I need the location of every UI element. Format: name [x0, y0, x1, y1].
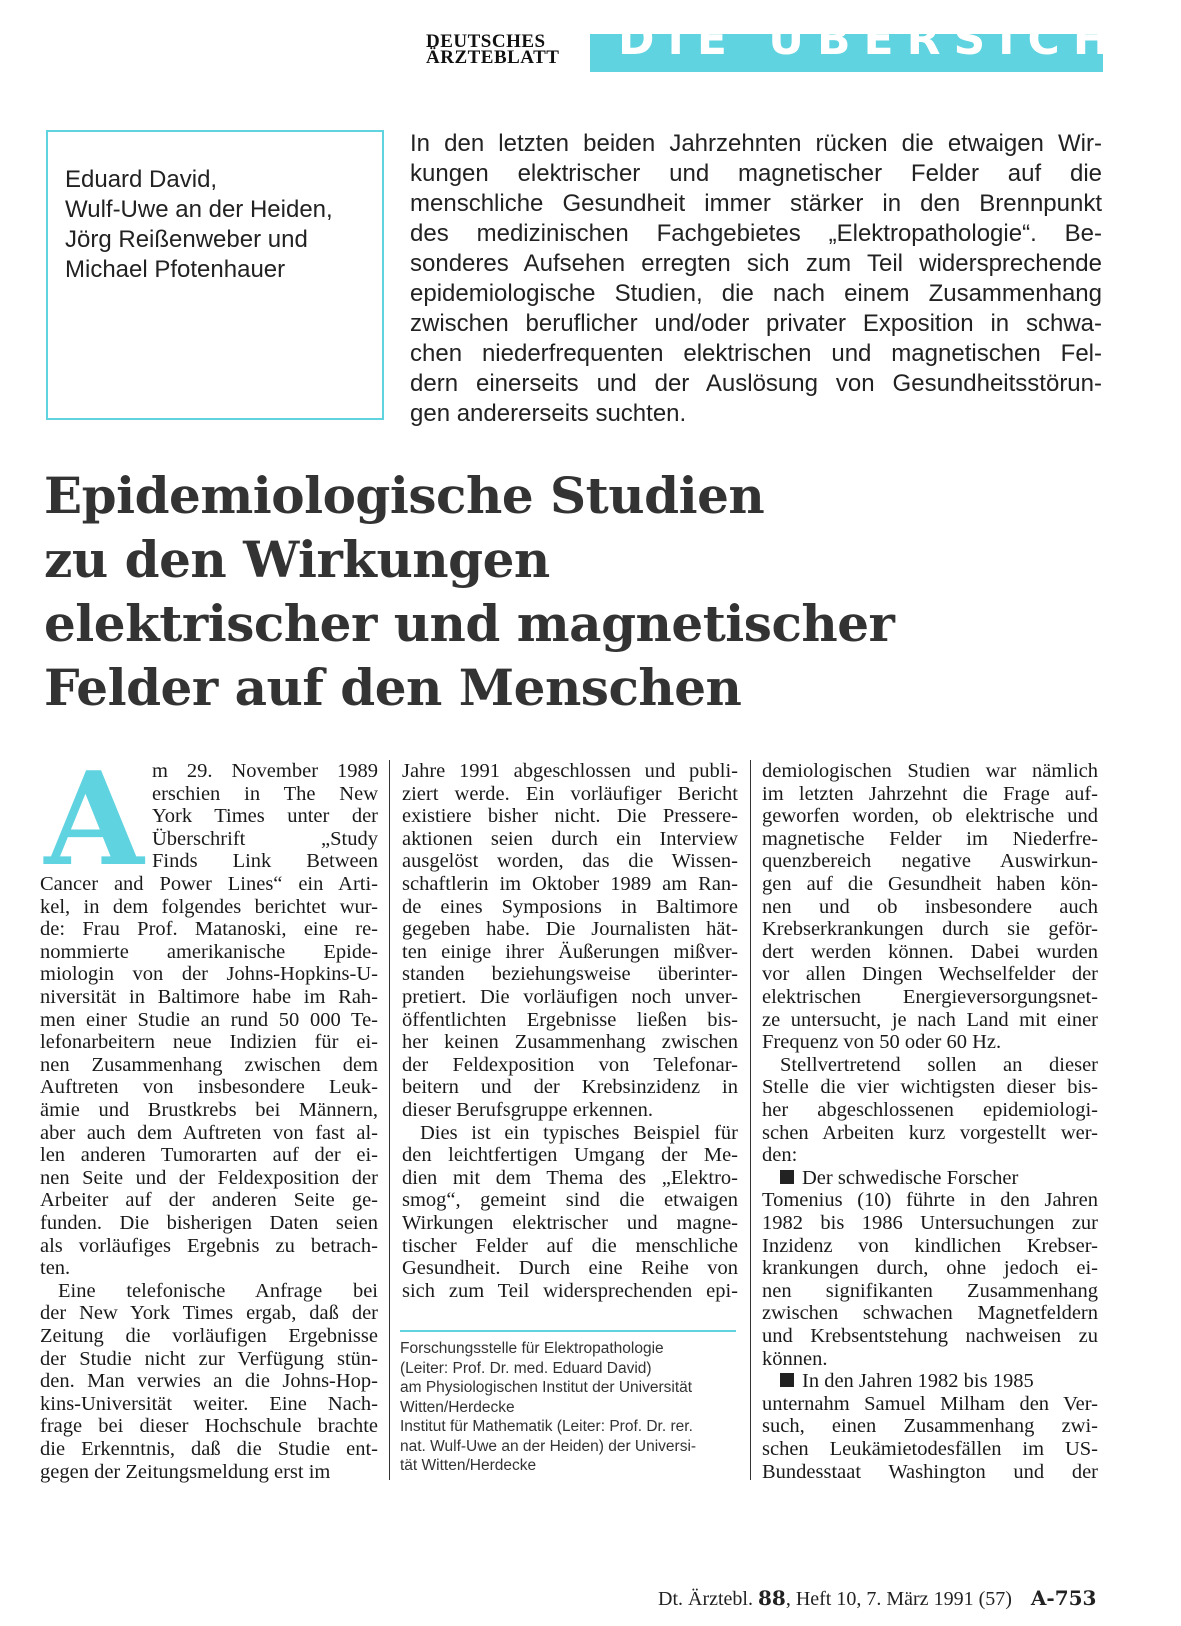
- text-line: Cancer and Power Lines“ ein Arti-: [40, 873, 378, 895]
- text-line: elektrischen Energieversorgungsnet-: [762, 986, 1098, 1008]
- authors-box: [46, 130, 384, 420]
- text-line: Tomenius (10) führte in den Jahren: [762, 1189, 1098, 1212]
- text-line: tischer Felder auf die menschliche: [402, 1234, 738, 1257]
- text-line: Stelle die vier wichtigsten dieser bis-: [762, 1076, 1098, 1099]
- text-line: nen und ob insbesondere auch: [762, 895, 1098, 918]
- text-line: schen Arbeiten kurz vorgestellt wer-: [762, 1121, 1098, 1144]
- affiliation-line: Witten/Herdecke: [400, 1398, 515, 1416]
- text-line: der Feldexposition von Telefonar-: [402, 1053, 738, 1076]
- text-line: Eine telefonische Anfrage bei: [58, 1279, 378, 1302]
- logo-line-2: ÄRZTEBLATT: [426, 47, 560, 68]
- column-rule: [389, 760, 390, 1480]
- author-3: Jörg Reißenweber und: [65, 226, 308, 253]
- affiliation-line: Forschungsstelle für Elektropathologie: [400, 1340, 664, 1357]
- section-banner: [590, 14, 1166, 72]
- text-line: frage bei dieser Hochschule brachte: [40, 1415, 378, 1438]
- text-line: ten einige ihrer Äußerungen mißver-: [402, 940, 738, 963]
- text-line: ausgelöst worden, das die Wissen-: [402, 850, 738, 873]
- lead-line: kungen elektrischer und magnetischer Felder auf die: [410, 160, 1102, 187]
- text-line: m 29. November 1989: [152, 760, 378, 782]
- text-line: nen Seite und der Feldexposition der: [40, 1166, 378, 1189]
- text-line: und Krebsentstehung nachweisen zu: [762, 1325, 1098, 1347]
- footer-issue: , Heft 10, 7. März 1991 (57): [785, 1588, 1012, 1610]
- text-line: nen signifikanten Zusammenhang: [762, 1279, 1098, 1302]
- text-line: miologin von der Johns-Hopkins-U-: [40, 963, 378, 986]
- text-line: Überschrift „Study: [152, 827, 378, 850]
- lead-line: des medizinischen Fachgebietes „Elektropathologie“. Be-: [410, 220, 1102, 247]
- text-line: Finds Link Between: [152, 850, 378, 873]
- text-line: Stellvertretend sollen an dieser: [780, 1053, 1098, 1076]
- affiliation-line: nat. Wulf-Uwe an der Heiden) der Universi-: [400, 1437, 697, 1455]
- lead-line: epidemiologische Studien, die nach einem Zusammenhang: [410, 280, 1102, 307]
- text-line: ze untersucht, je nach Land mit einer: [762, 1008, 1098, 1031]
- text-line: such, einen Zusammenhang zwi-: [762, 1415, 1098, 1438]
- text-line: Zeitung die vorläufigen Ergebnisse: [40, 1325, 378, 1347]
- footer-volume: 88: [757, 1586, 786, 1610]
- text-line: [780, 1370, 1098, 1394]
- affiliation-line: (Leiter: Prof. Dr. med. Eduard David): [400, 1359, 652, 1377]
- text-line: der Studie nicht zur Verfügung stün-: [40, 1347, 378, 1370]
- text-line: de: Frau Prof. Matanoski, eine re-: [40, 918, 378, 941]
- text-line: ämie und Brustkrebs bei Männern,: [40, 1099, 378, 1121]
- text-line: ziert werde. Ein vorläufiger Bericht: [402, 782, 738, 805]
- text-line: als vorläufiges Ergebnis zu betrach-: [40, 1234, 378, 1257]
- page-footer: [658, 1586, 1096, 1611]
- text-line: dert werden können. Dabei wurden: [762, 940, 1098, 963]
- headline-line-1: Epidemiologische Studien: [44, 466, 765, 525]
- bullet-square-icon: [780, 1373, 794, 1387]
- text-line: sich zum Teil widersprechenden epi-: [402, 1279, 738, 1302]
- text-line: den leichtfertigen Umgang der Me-: [402, 1144, 738, 1167]
- lead-line: gen andererseits suchten.: [410, 400, 687, 427]
- text-line: gen auf die Gesundheit haben kön-: [762, 873, 1098, 895]
- text-line: 1982 bis 1986 Untersuchungen zur: [762, 1212, 1098, 1234]
- journal-logo: [426, 31, 604, 68]
- bullet-square-icon: [780, 1170, 794, 1184]
- text-line: im letzten Jahrzehnt die Frage auf-: [762, 782, 1098, 805]
- affiliation-line: am Physiologischen Institut der Universität: [400, 1379, 693, 1396]
- text-line: den. Man verwies an die Johns-Hop-: [40, 1370, 378, 1393]
- footer-page-number: A-753: [1030, 1586, 1097, 1610]
- lead-line: dern einerseits und der Auslösung von Gesundheitsstörun-: [410, 370, 1102, 397]
- text-line: lefonarbeitern neue Indizien für ei-: [40, 1031, 378, 1054]
- text-line: nen Zusammenhang zwischen dem: [40, 1053, 378, 1076]
- text-line: niversität in Baltimore habe im Rah-: [40, 986, 378, 1008]
- text-line: krankungen durch, ohne jedoch ei-: [762, 1257, 1098, 1280]
- text-line: unternahm Samuel Milham den Ver-: [762, 1392, 1098, 1415]
- footer-journal: Dt. Ärztebl.: [658, 1588, 753, 1610]
- text-line: dieser Berufsgruppe erkennen.: [402, 1099, 654, 1121]
- text-line: Krebserkrankungen durch sie geför-: [762, 918, 1098, 941]
- text-line: existiere bisher nicht. Die Pressere-: [402, 805, 738, 828]
- text-line: Inzidenz von kindlichen Krebser-: [762, 1234, 1098, 1257]
- text-line: der New York Times ergab, daß der: [40, 1302, 378, 1325]
- text-line: gegeben habe. Die Journalisten hät-: [402, 918, 738, 941]
- text-line: kel, in dem folgendes berichtet wur-: [40, 895, 378, 918]
- headline-line-3: elektrischer und magnetischer: [44, 594, 895, 653]
- text-line: Bundesstaat Washington und der: [762, 1460, 1098, 1483]
- text-line: aktionen seien durch ein Interview: [402, 827, 738, 850]
- text-line: len anderen Tumorarten auf der ei-: [40, 1144, 378, 1167]
- affiliation-line: Institut für Mathematik (Leiter: Prof. Dr. rer.: [400, 1418, 693, 1435]
- lead-line: In den letzten beiden Jahrzehnten rücken die etwaigen Wir-: [410, 130, 1102, 157]
- text-line: quenzbereich negative Auswirkun-: [762, 850, 1098, 873]
- affiliation-rule: [400, 1330, 736, 1332]
- text-line: funden. Die bisherigen Daten seien: [40, 1212, 378, 1234]
- text-line: aber auch dem Auftreten von fast al-: [40, 1121, 378, 1144]
- text-line: die Erkenntnis, daß die Studie ent-: [40, 1438, 378, 1460]
- text-line: vor allen Dingen Wechselfelder der: [762, 963, 1098, 986]
- text-line: den:: [762, 1144, 798, 1167]
- text-line: Arbeiter auf der anderen Seite ge-: [40, 1189, 378, 1212]
- author-1: Eduard David,: [65, 166, 218, 193]
- text-line-content: Der schwedische Forscher: [802, 1166, 1019, 1189]
- text-line: [780, 1167, 1098, 1191]
- drop-cap: A: [44, 745, 144, 895]
- text-line: nommierte amerikanische Epide-: [40, 940, 378, 963]
- text-line: York Times unter der: [152, 805, 378, 828]
- text-line: geworfen worden, ob elektrische und: [762, 805, 1098, 828]
- lead-line: menschliche Gesundheit immer stärker in den Brennpunkt: [410, 190, 1102, 217]
- text-line: Auftreten von insbesondere Leuk-: [40, 1076, 378, 1099]
- text-line: Gesundheit. Durch eine Reihe von: [402, 1257, 738, 1280]
- text-line: her keinen Zusammenhang zwischen: [402, 1031, 738, 1054]
- text-line: gegen der Zeitungsmeldung erst im: [40, 1460, 331, 1483]
- section-title: DIE ÜBERSICHT: [618, 14, 1166, 65]
- author-4: Michael Pfotenhauer: [65, 256, 286, 283]
- text-line: her abgeschlossenen epidemiologi-: [762, 1099, 1098, 1121]
- text-line: magnetische Felder im Niederfre-: [762, 827, 1098, 850]
- headline-line-2: zu den Wirkungen: [44, 530, 550, 589]
- text-line: Jahre 1991 abgeschlossen und publi-: [402, 760, 738, 782]
- text-line: können.: [762, 1347, 828, 1370]
- text-line: pretiert. Die vorläufigen noch unver-: [402, 986, 738, 1008]
- text-line: ten.: [40, 1257, 71, 1280]
- text-line: dien mit dem Thema des „Elektro-: [402, 1166, 738, 1189]
- lead-line: chen niederfrequenten elektrischen und magnetischen Fel-: [410, 340, 1102, 367]
- affiliation-line: tät Witten/Herdecke: [400, 1457, 537, 1474]
- text-line: Frequenz von 50 oder 60 Hz.: [762, 1031, 1002, 1054]
- text-line: Wirkungen elektrischer und magne-: [402, 1212, 738, 1234]
- lead-line: zwischen beruflicher und/oder privater Exposition in schwa-: [410, 310, 1102, 337]
- text-line: beitern und der Krebsinzidenz in: [402, 1076, 738, 1099]
- text-line: smog“, gemeint sind die etwaigen: [402, 1189, 738, 1212]
- text-line: standen beziehungsweise überinter-: [402, 963, 738, 986]
- lead-line: sonderes Aufsehen erregten sich zum Teil widersprechende: [410, 250, 1102, 277]
- text-line: Dies ist ein typisches Beispiel für: [420, 1121, 738, 1144]
- text-line: kins-Universität weiter. Eine Nach-: [40, 1392, 378, 1415]
- author-2: Wulf-Uwe an der Heiden,: [65, 196, 333, 223]
- logo-line-1: DEUTSCHES: [426, 31, 546, 52]
- text-line: öffentlichten Ergebnisse ließen bis-: [402, 1008, 738, 1031]
- text-line: men einer Studie an rund 50 000 Te-: [40, 1008, 378, 1031]
- text-line: schen Leukämietodesfällen im US-: [762, 1438, 1098, 1460]
- text-line: zwischen schwachen Magnetfeldern: [762, 1302, 1098, 1325]
- headline-line-4: Felder auf den Menschen: [44, 658, 742, 717]
- text-line: erschien in The New: [152, 782, 378, 805]
- text-line: schaftlerin im Oktober 1989 am Ran-: [402, 873, 738, 895]
- text-line-content: In den Jahren 1982 bis 1985: [802, 1370, 1034, 1393]
- text-line: demiologischen Studien war nämlich: [762, 760, 1098, 782]
- text-line: de eines Symposions in Baltimore: [402, 895, 738, 918]
